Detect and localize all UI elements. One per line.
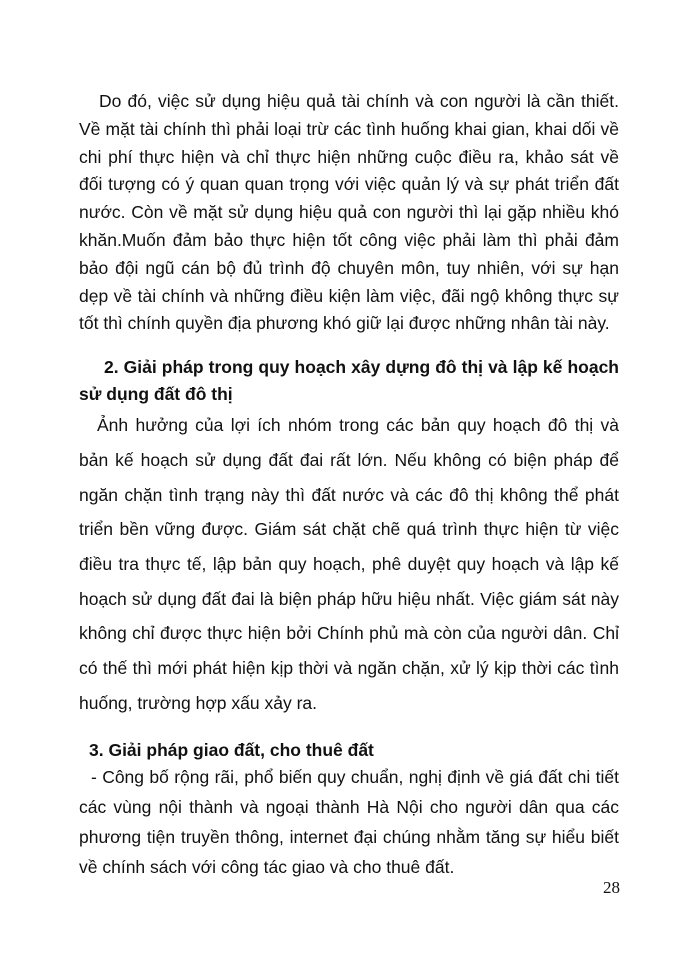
page-content <box>79 88 619 882</box>
section-heading: 3. Giải pháp giao đất, cho thuê đất <box>89 739 374 760</box>
page-number: 28 <box>603 878 620 897</box>
section-heading: 2. Giải pháp trong quy hoạch xây dựng đô thị và lập kế hoạch sử dụng đất đô thị <box>79 357 619 405</box>
body-paragraph: Ảnh hưởng của lợi ích nhóm trong các bản quy hoạch đô thị và bản kế hoạch sử dụng đất đai rất lớn. Nếu không có biện pháp để ngăn chặn tình trạng này thì đất nước và các đô thị không thể phát triển bền vững được. Giám sát chặt chẽ quá trình thực hiện từ việc điều tra thực tế, lập bản quy hoạch, phê duyệt quy hoạch và lập kế hoạch sử dụng đất đai là biện pháp hữu hiệu nhất. Việc giám sát này không chỉ được thực hiện bởi Chính phủ mà còn của người dân. Chỉ có thế thì mới phát hiện kịp thời và ngăn chặn, xử lý kịp thời các tình huống, trường hợp xấu xảy ra. <box>79 415 619 713</box>
body-paragraph: - Công bố rộng rãi, phổ biến quy chuẩn, nghị định về giá đất chi tiết các vùng nội thành và ngoại thành Hà Nội cho người dân qua các phương tiện truyền thông, internet đại chúng nhằm tăng sự hiểu biết về chính sách với công tác giao và cho thuê đất. <box>79 766 619 877</box>
body-paragraph: Do đó, việc sử dụng hiệu quả tài chính và con người là cần thiết. Về mặt tài chính thì phải loại trừ các tình huống khai gian, khai dối về chi phí thực hiện và chỉ thực hiện những cuộc điều ra, khảo sát về đối tượng có ý quan quan trọng với việc quản lý và sự phát triển đất nước. Còn về mặt sử dụng hiệu quả con người thì lại gặp nhiều khó khăn.Muốn đảm bảo thực hiện tốt công việc phải làm thì phải đảm bảo đội ngũ cán bộ đủ trình độ chuyên môn, tuy nhiên, với sự hạn dẹp về tài chính và những điều kiện làm việc, đãi ngộ không thực sự tốt thì chính quyền địa phương khó giữ lại được những nhân tài này. <box>79 91 619 334</box>
